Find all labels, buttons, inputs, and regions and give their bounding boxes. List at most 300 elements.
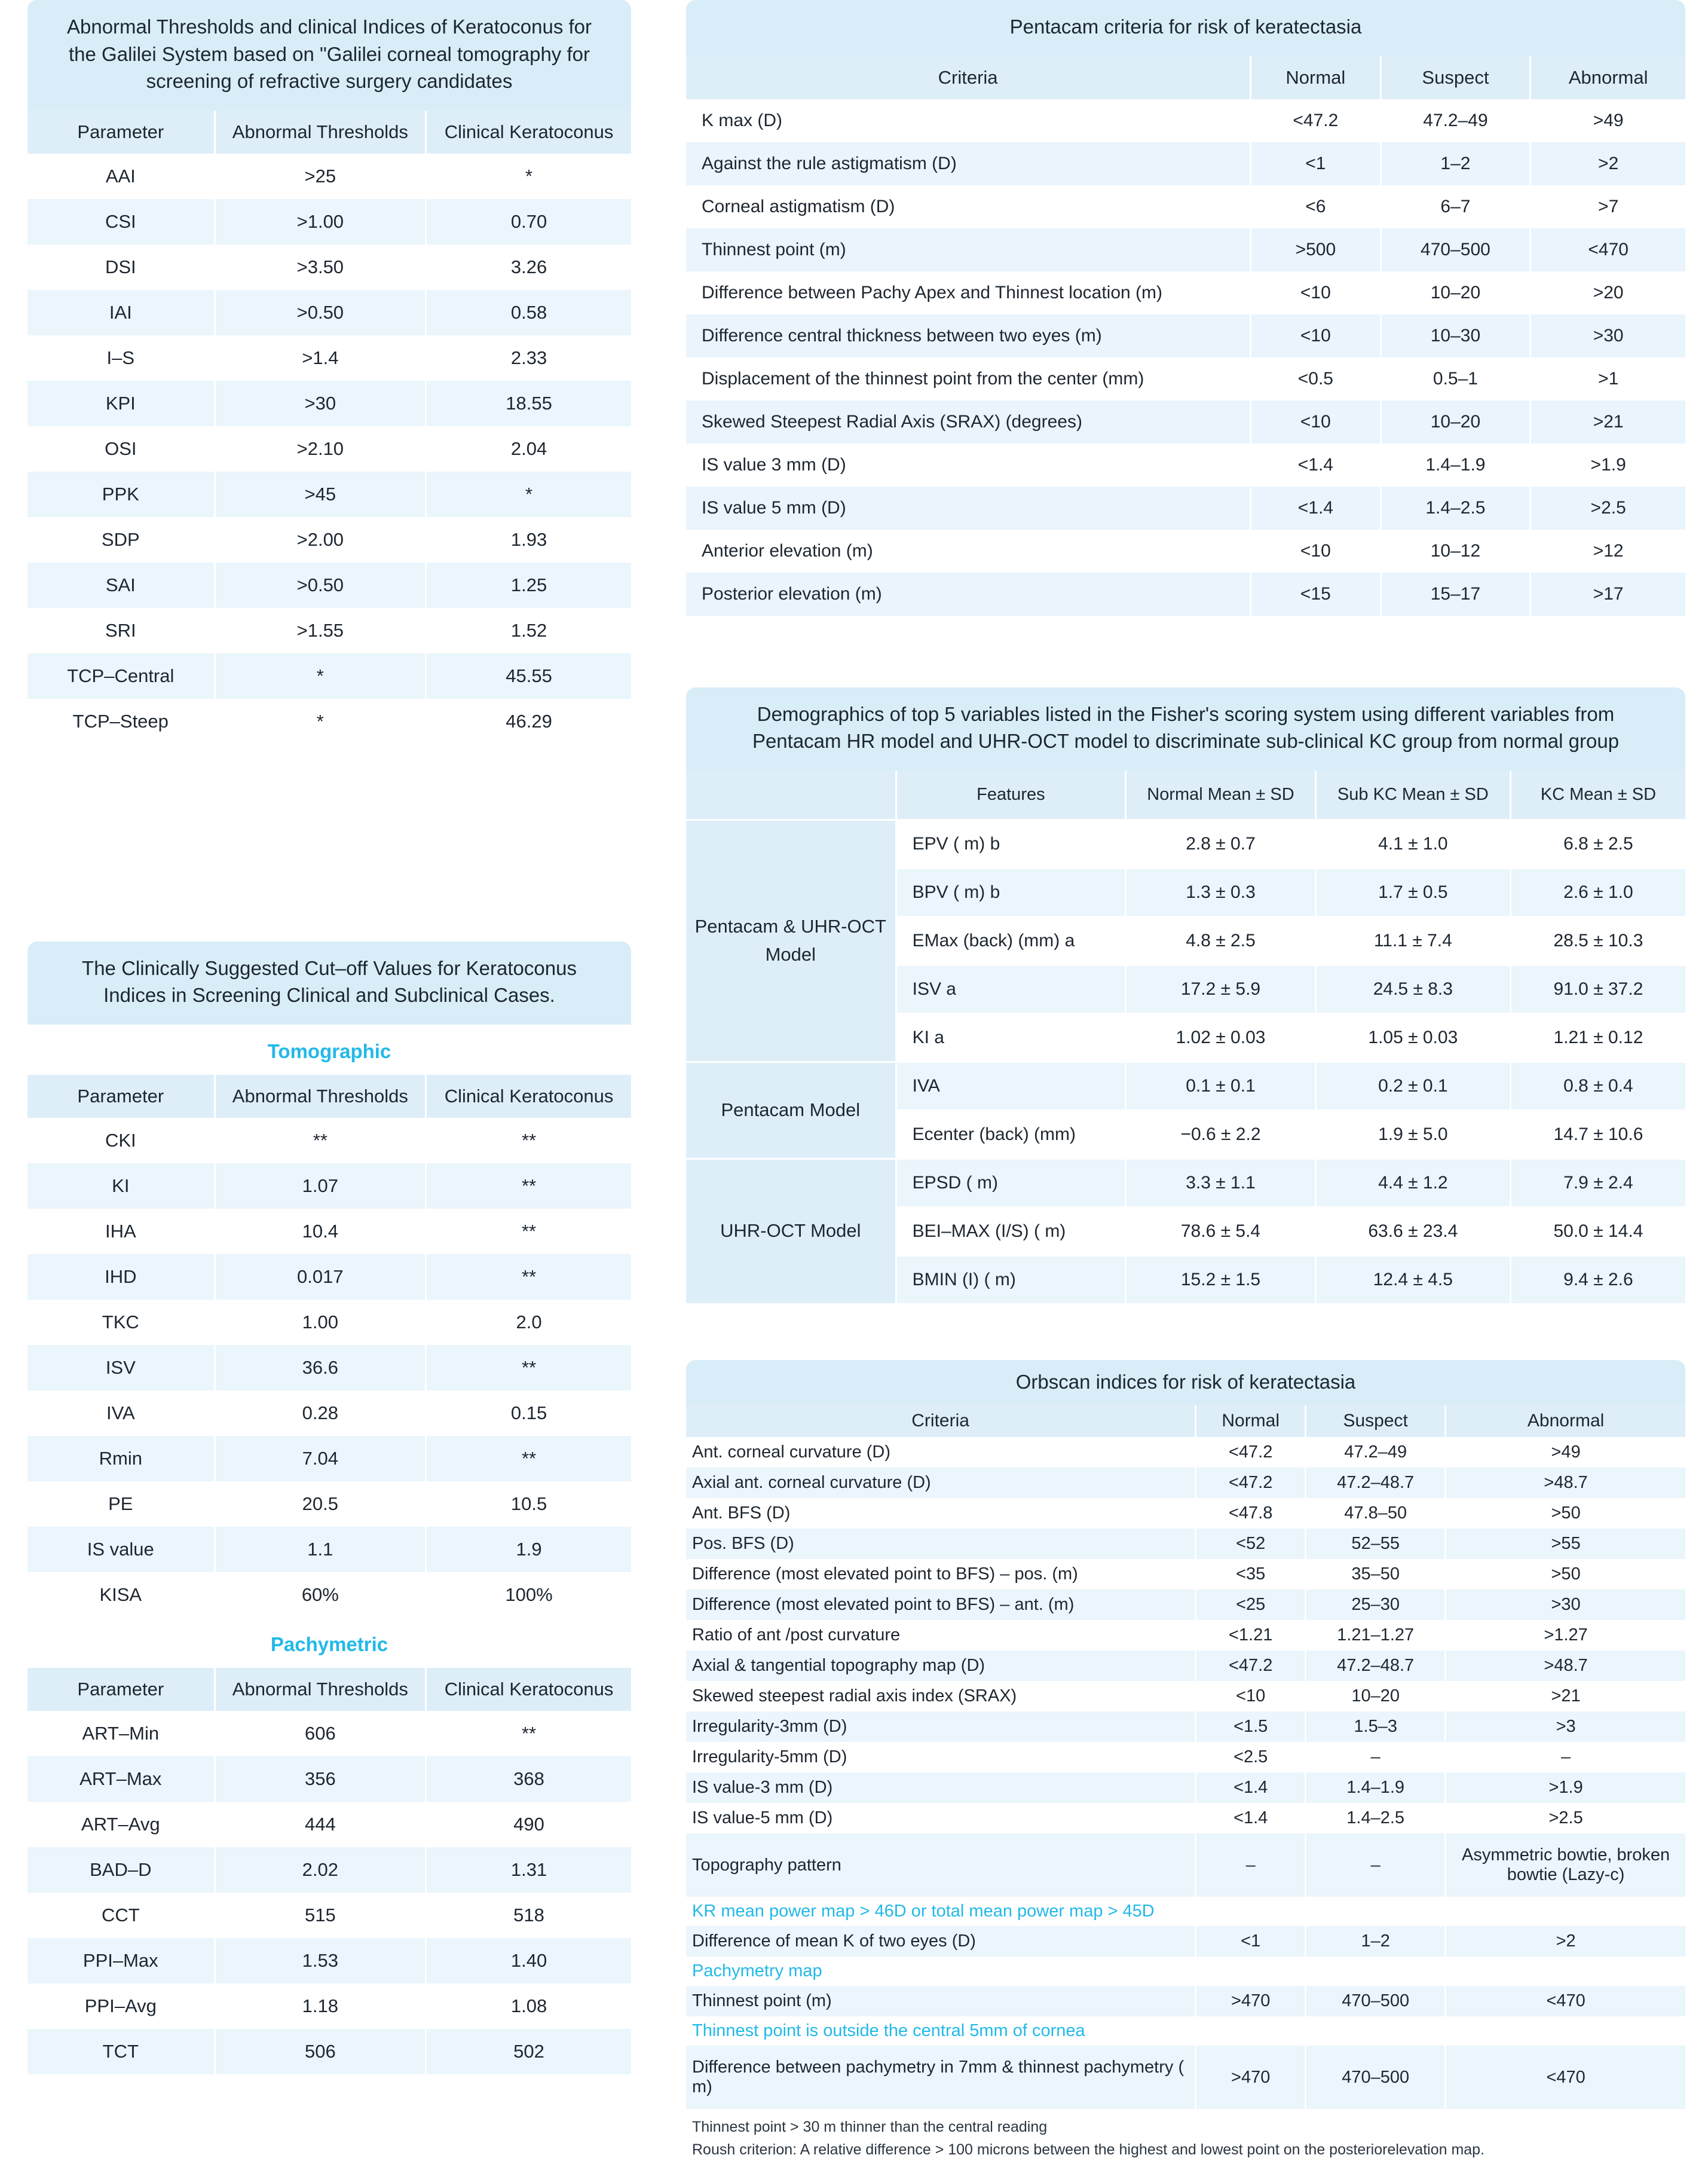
tomographic-table [27,1075,631,1618]
cell-clinical: * [426,154,631,199]
cell-feature: BEI–MAX (I/S) ( m) [896,1207,1126,1255]
cell-normal: <47.2 [1196,1437,1306,1468]
cell-threshold: 1.53 [215,1938,426,1983]
table-row [27,1163,631,1209]
cell-clinical: 46.29 [426,699,631,744]
cell-parameter: ART–Min [27,1711,215,1756]
cell-criteria: Difference between pachymetry in 7mm & thinnest pachymetry ( m) [686,2046,1196,2109]
cell-suspect: 1.21–1.27 [1306,1620,1446,1650]
tomographic-col-parameter: Parameter [27,1075,215,1118]
cell-clinical: 2.04 [426,426,631,472]
pentacam-col-normal: Normal [1251,56,1381,99]
orbscan-footnotes [686,2109,1685,2161]
cell-normal: >470 [1196,1986,1306,2016]
cell-abnormal: >12 [1531,530,1685,573]
section-tomographic-label: Tomographic [27,1025,631,1075]
table-row [27,244,631,290]
galilei-title: Abnormal Thresholds and clinical Indices of Keratoconus for the Galilei System based on "Galilei corneal tomography for screening of refractive surgery candidates [27,0,631,111]
cell-normal: <10 [1251,271,1381,314]
demographics-card [686,687,1685,1305]
cell-threshold: 444 [215,1802,426,1847]
cell-parameter: TCP–Central [27,653,215,699]
cell-normal: 78.6 ± 5.4 [1126,1207,1316,1255]
cell-kc: 14.7 ± 10.6 [1510,1110,1685,1159]
cell-normal: 3.3 ± 1.1 [1126,1159,1316,1207]
cell-suspect: 25–30 [1306,1590,1446,1620]
cell-parameter: CKI [27,1118,215,1163]
table-row [686,1468,1685,1498]
cell-parameter: IVA [27,1390,215,1436]
cell-clinical: 502 [426,2029,631,2074]
cell-feature: Ecenter (back) (mm) [896,1110,1126,1159]
demographics-title: Demographics of top 5 variables listed in the Fisher's scoring system using different variables from Pentacam HR model and UHR-OCT model to discriminate sub-clinical KC group from normal group [686,687,1685,771]
cell-normal: <25 [1196,1590,1306,1620]
table-row [27,1300,631,1345]
cell-threshold: 60% [215,1572,426,1618]
cell-threshold: 36.6 [215,1345,426,1390]
orbscan-title: Orbscan indices for risk of keratectasia [686,1360,1685,1405]
cell-threshold: >2.10 [215,426,426,472]
cell-abnormal: >2.5 [1531,487,1685,530]
table-row [27,1345,631,1390]
pentacam-col-criteria: Criteria [686,56,1251,99]
cell-abnormal: <470 [1446,1986,1685,2016]
cell-threshold: 0.28 [215,1390,426,1436]
cell-normal: <1 [1251,142,1381,185]
table-row [27,426,631,472]
cell-clinical: ** [426,1118,631,1163]
table-row [686,1681,1685,1711]
group-label-uhroct: UHR-OCT Model [686,1159,896,1304]
cell-normal: >470 [1196,2046,1306,2109]
cell-parameter: KISA [27,1572,215,1618]
orbscan-body [686,1437,1685,2109]
cell-subkc: 0.2 ± 0.1 [1315,1062,1510,1110]
cell-clinical: 2.33 [426,335,631,381]
cell-threshold: 606 [215,1711,426,1756]
galilei-header-row [27,111,631,154]
table-row [686,1742,1685,1772]
table-row [27,290,631,335]
cell-clinical: 1.40 [426,1938,631,1983]
cell-abnormal: >1.9 [1531,444,1685,487]
cell-parameter: TCP–Steep [27,699,215,744]
cell-normal: <35 [1196,1559,1306,1590]
cell-abnormal: >2.5 [1446,1803,1685,1833]
cell-suspect: 47.2–48.7 [1306,1650,1446,1681]
cutoff-title: The Clinically Suggested Cut–off Values for Keratoconus Indices in Screening Clinical and Subclinical Cases. [27,942,631,1025]
cell-suspect: 470–500 [1306,1986,1446,2016]
cell-kc: 2.6 ± 1.0 [1510,868,1685,916]
cell-threshold: 10.4 [215,1209,426,1254]
cell-parameter: PPI–Max [27,1938,215,1983]
cell-abnormal: >1.9 [1446,1772,1685,1803]
table-row [686,1926,1685,1957]
cell-abnormal: >49 [1531,99,1685,142]
orbscan-col-suspect: Suspect [1306,1405,1446,1437]
table-row [27,653,631,699]
orbscan-header-row [686,1405,1685,1437]
demographics-header-row [686,771,1685,820]
table-row [686,820,1685,868]
cell-clinical: 0.70 [426,199,631,244]
cell-parameter: ART–Avg [27,1802,215,1847]
orbscan-col-criteria: Criteria [686,1405,1196,1437]
pentacam-col-abnormal: Abnormal [1531,56,1685,99]
cell-criteria: Difference central thickness between two eyes (m) [686,314,1251,357]
orbscan-table [686,1405,1685,2109]
cell-suspect: 47.2–48.7 [1306,1468,1446,1498]
table-row [27,1893,631,1938]
left-gap [27,744,631,942]
cell-criteria: Axial & tangential topography map (D) [686,1650,1196,1681]
table-row [27,1802,631,1847]
cell-parameter: PPK [27,472,215,517]
cell-threshold: 1.18 [215,1983,426,2029]
pentacam-card [686,0,1685,616]
left-column [27,0,631,2074]
table-row [27,563,631,608]
cell-normal: – [1196,1833,1306,1897]
table-row [686,357,1685,401]
cutoff-card [27,942,631,2074]
cell-feature: BPV ( m) b [896,868,1126,916]
cell-clinical: 3.26 [426,244,631,290]
pentacam-col-suspect: Suspect [1381,56,1531,99]
cell-kc: 6.8 ± 2.5 [1510,820,1685,868]
cell-threshold: >1.55 [215,608,426,653]
cell-normal: <1.4 [1251,487,1381,530]
note-row-thinnest-outside [686,2016,1685,2046]
cell-subkc: 1.9 ± 5.0 [1315,1110,1510,1159]
note-row-kr-mean-power [686,1897,1685,1926]
cell-criteria: Difference (most elevated point to BFS) – ant. (m) [686,1590,1196,1620]
cell-abnormal: >50 [1446,1559,1685,1590]
cell-kc: 91.0 ± 37.2 [1510,965,1685,1013]
cell-threshold: >0.50 [215,563,426,608]
cell-suspect: 35–50 [1306,1559,1446,1590]
cell-criteria: Thinnest point (m) [686,228,1251,271]
cell-parameter: KPI [27,381,215,426]
table-row [686,1986,1685,2016]
cell-normal: 15.2 ± 1.5 [1126,1255,1316,1304]
cell-normal: 2.8 ± 0.7 [1126,820,1316,868]
cell-clinical: 10.5 [426,1481,631,1527]
table-row [686,1590,1685,1620]
cell-normal: <1.4 [1251,444,1381,487]
group-label-pentacam: Pentacam Model [686,1062,896,1159]
galilei-col-clinical: Clinical Keratoconus [426,111,631,154]
cell-abnormal: – [1446,1742,1685,1772]
demographics-col-features: Features [896,771,1126,820]
cell-normal: <0.5 [1251,357,1381,401]
cell-abnormal: >21 [1446,1681,1685,1711]
tomographic-col-abnormal: Abnormal Thresholds [215,1075,426,1118]
cell-subkc: 11.1 ± 7.4 [1315,916,1510,965]
cell-parameter: Rmin [27,1436,215,1481]
cell-criteria: Skewed Steepest Radial Axis (SRAX) (degrees) [686,401,1251,444]
table-row [27,1711,631,1756]
cell-suspect: 0.5–1 [1381,357,1531,401]
cell-kc: 1.21 ± 0.12 [1510,1013,1685,1062]
table-row [27,2029,631,2074]
table-row [27,699,631,744]
cell-criteria: Skewed steepest radial axis index (SRAX) [686,1681,1196,1711]
cell-threshold: >30 [215,381,426,426]
orbscan-card [686,1360,1685,2161]
pachymetric-col-clinical: Clinical Keratoconus [426,1668,631,1711]
footnote-thinnest-point: Thinnest point > 30 m thinner than the central reading [692,2119,1048,2136]
cell-criteria: Pos. BFS (D) [686,1529,1196,1559]
cell-criteria: Irregularity-5mm (D) [686,1742,1196,1772]
cell-threshold: 1.00 [215,1300,426,1345]
cell-threshold: ** [215,1118,426,1163]
cell-normal: <47.8 [1196,1498,1306,1529]
cell-kc: 7.9 ± 2.4 [1510,1159,1685,1207]
cell-threshold: 356 [215,1756,426,1802]
cell-clinical: 18.55 [426,381,631,426]
table-row [686,1833,1685,1897]
cell-subkc: 1.05 ± 0.03 [1315,1013,1510,1062]
cell-criteria: K max (D) [686,99,1251,142]
gap-pentacam-demographics [686,616,1685,687]
demographics-col-model [686,771,896,820]
cell-threshold: >1.00 [215,199,426,244]
table-row [686,487,1685,530]
cell-subkc: 24.5 ± 8.3 [1315,965,1510,1013]
cell-normal: <52 [1196,1529,1306,1559]
cell-parameter: IHA [27,1209,215,1254]
cell-suspect: – [1306,1742,1446,1772]
cell-criteria: Ratio of ant /post curvature [686,1620,1196,1650]
cell-feature: ISV a [896,965,1126,1013]
pachymetric-table [27,1668,631,2074]
cell-feature: IVA [896,1062,1126,1110]
cell-criteria: Thinnest point (m) [686,1986,1196,2016]
cell-parameter: ISV [27,1345,215,1390]
cell-normal: <1.4 [1196,1803,1306,1833]
cell-criteria: Axial ant. corneal curvature (D) [686,1468,1196,1498]
right-column [686,0,1685,2161]
cell-abnormal: >20 [1531,271,1685,314]
cell-abnormal: >2 [1446,1926,1685,1957]
cell-subkc: 1.7 ± 0.5 [1315,868,1510,916]
cell-threshold: >3.50 [215,244,426,290]
cell-abnormal: >1.27 [1446,1620,1685,1650]
cell-feature: EPSD ( m) [896,1159,1126,1207]
cell-suspect: 1.5–3 [1306,1711,1446,1742]
cell-threshold: 515 [215,1893,426,1938]
table-row [686,401,1685,444]
pachymetric-col-abnormal: Abnormal Thresholds [215,1668,426,1711]
cell-parameter: KI [27,1163,215,1209]
cell-parameter: TKC [27,1300,215,1345]
cell-kc: 50.0 ± 14.4 [1510,1207,1685,1255]
cell-kc: 28.5 ± 10.3 [1510,916,1685,965]
cell-criteria: Topography pattern [686,1833,1196,1897]
footnote-roush-criterion: Roush criterion: A relative difference > 100 microns between the highest and lowest point on the posteriorelevation map. [692,2141,1485,2158]
cell-clinical: 1.25 [426,563,631,608]
cell-parameter: AAI [27,154,215,199]
cell-kc: 0.8 ± 0.4 [1510,1062,1685,1110]
cell-criteria: Difference of mean K of two eyes (D) [686,1926,1196,1957]
cell-clinical: 45.55 [426,653,631,699]
cell-normal: <10 [1196,1681,1306,1711]
cell-criteria: Displacement of the thinnest point from the center (mm) [686,357,1251,401]
orbscan-col-abnormal: Abnormal [1446,1405,1685,1437]
cell-abnormal: >55 [1446,1529,1685,1559]
cell-clinical: 518 [426,1893,631,1938]
cell-parameter: DSI [27,244,215,290]
demographics-col-kc: KC Mean ± SD [1510,771,1685,820]
cell-clinical: 100% [426,1572,631,1618]
table-row [686,314,1685,357]
galilei-col-parameter: Parameter [27,111,215,154]
cell-threshold: 7.04 [215,1436,426,1481]
cell-criteria: Against the rule astigmatism (D) [686,142,1251,185]
cell-abnormal: <470 [1446,2046,1685,2109]
orbscan-col-normal: Normal [1196,1405,1306,1437]
cell-suspect: 6–7 [1381,185,1531,228]
cell-parameter: CCT [27,1893,215,1938]
table-row [27,1527,631,1572]
table-row [686,1437,1685,1468]
pachymetric-body [27,1711,631,2074]
cell-normal: 1.3 ± 0.3 [1126,868,1316,916]
cell-criteria: IS value-5 mm (D) [686,1803,1196,1833]
cell-threshold: >45 [215,472,426,517]
cell-normal: −0.6 ± 2.2 [1126,1110,1316,1159]
cell-normal: <10 [1251,314,1381,357]
cell-clinical: 1.08 [426,1983,631,2029]
tomographic-body [27,1118,631,1618]
cell-suspect: 47.2–49 [1306,1437,1446,1468]
cell-clinical: 1.31 [426,1847,631,1893]
cell-threshold: 506 [215,2029,426,2074]
galilei-card [27,0,631,744]
cell-threshold: 20.5 [215,1481,426,1527]
cell-clinical: ** [426,1436,631,1481]
cell-normal: 17.2 ± 5.9 [1126,965,1316,1013]
cell-normal: <1 [1196,1926,1306,1957]
note-text: Thinnest point is outside the central 5mm of cornea [686,2016,1685,2046]
cell-suspect: 1.4–2.5 [1381,487,1531,530]
cell-criteria: Posterior elevation (m) [686,573,1251,616]
cell-clinical: ** [426,1254,631,1300]
cell-parameter: TCT [27,2029,215,2074]
cell-clinical: ** [426,1209,631,1254]
cell-criteria: Difference between Pachy Apex and Thinnest location (m) [686,271,1251,314]
cell-abnormal: >17 [1531,573,1685,616]
cell-abnormal: Asymmetric bowtie, broken bowtie (Lazy-c) [1446,1833,1685,1897]
cell-abnormal: >1 [1531,357,1685,401]
table-row [686,1529,1685,1559]
table-row [686,99,1685,142]
table-row [686,1559,1685,1590]
cell-abnormal: >49 [1446,1437,1685,1468]
cell-normal: <10 [1251,401,1381,444]
gap-demographics-orbscan [686,1305,1685,1360]
cell-suspect: 10–20 [1306,1681,1446,1711]
cell-threshold: 0.017 [215,1254,426,1300]
cell-criteria: IS value 3 mm (D) [686,444,1251,487]
cell-clinical: 1.9 [426,1527,631,1572]
cell-suspect: 10–12 [1381,530,1531,573]
cell-abnormal: >48.7 [1446,1650,1685,1681]
cell-suspect: 10–20 [1381,401,1531,444]
pentacam-title: Pentacam criteria for risk of keratectasia [686,0,1685,56]
table-row [27,1209,631,1254]
galilei-col-abnormal: Abnormal Thresholds [215,111,426,154]
table-row [686,1159,1685,1207]
note-row-pachymetry-map [686,1957,1685,1986]
table-row [686,1772,1685,1803]
cell-threshold: >1.4 [215,335,426,381]
cell-threshold: 1.07 [215,1163,426,1209]
cell-suspect: 10–30 [1381,314,1531,357]
table-row [686,573,1685,616]
cell-suspect: 1–2 [1381,142,1531,185]
cell-clinical: ** [426,1345,631,1390]
cell-normal: 1.02 ± 0.03 [1126,1013,1316,1062]
pentacam-table [686,56,1685,616]
cell-normal: <10 [1251,530,1381,573]
cell-feature: EMax (back) (mm) a [896,916,1126,965]
table-row [27,381,631,426]
cell-normal: 0.1 ± 0.1 [1126,1062,1316,1110]
tomographic-header-row [27,1075,631,1118]
table-row [686,1711,1685,1742]
cell-parameter: PPI–Avg [27,1983,215,2029]
cell-normal: <2.5 [1196,1742,1306,1772]
cell-criteria: IS value-3 mm (D) [686,1772,1196,1803]
table-row [686,185,1685,228]
cell-parameter: IAI [27,290,215,335]
cell-suspect: 470–500 [1381,228,1531,271]
cell-threshold: 2.02 [215,1847,426,1893]
table-row [27,1436,631,1481]
table-row [686,1062,1685,1110]
cell-normal: <1.4 [1196,1772,1306,1803]
cell-clinical: ** [426,1163,631,1209]
cell-normal: <1.5 [1196,1711,1306,1742]
table-row [686,2046,1685,2109]
cell-normal: 4.8 ± 2.5 [1126,916,1316,965]
demographics-table [686,771,1685,1305]
cell-parameter: IS value [27,1527,215,1572]
cell-threshold: >25 [215,154,426,199]
cell-kc: 9.4 ± 2.6 [1510,1255,1685,1304]
cell-criteria: Ant. BFS (D) [686,1498,1196,1529]
table-row [686,1803,1685,1833]
cell-parameter: IHD [27,1254,215,1300]
demographics-body [686,820,1685,1304]
note-text: Pachymetry map [686,1957,1685,1986]
cell-normal: <1.21 [1196,1620,1306,1650]
cell-abnormal: >7 [1531,185,1685,228]
table-row [27,1118,631,1163]
galilei-table [27,111,631,744]
cell-parameter: ART–Max [27,1756,215,1802]
pachymetric-col-parameter: Parameter [27,1668,215,1711]
table-row [27,154,631,199]
cell-parameter: BAD–D [27,1847,215,1893]
table-row [27,1254,631,1300]
cell-criteria: Corneal astigmatism (D) [686,185,1251,228]
cell-abnormal: >50 [1446,1498,1685,1529]
cell-normal: <6 [1251,185,1381,228]
table-row [686,1498,1685,1529]
